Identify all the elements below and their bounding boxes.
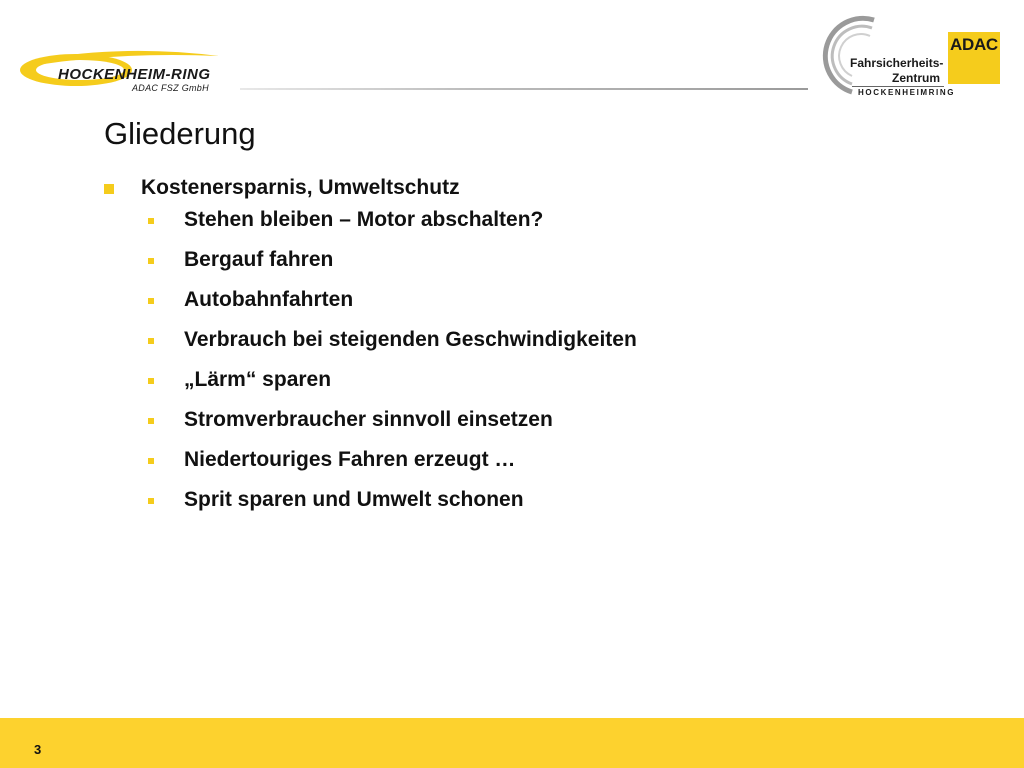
footer-bar (0, 718, 1024, 768)
sub-point-text: „Lärm“ sparen (184, 368, 332, 391)
sub-point-text: Niedertouriges Fahren erzeugt … (184, 448, 516, 471)
small-square-bullet-icon (148, 298, 154, 304)
sub-point-text: Sprit sparen und Umwelt schonen (184, 488, 524, 511)
small-square-bullet-icon (148, 418, 154, 424)
list-item (104, 406, 984, 446)
fsz-title-line1: Fahrsicherheits- (850, 56, 944, 70)
logo-name: HOCKENHEIM-RING (58, 66, 211, 83)
slide-title: Gliederung (104, 116, 256, 151)
sub-point-text: Stehen bleiben – Motor abschalten? (184, 208, 544, 231)
sub-point-text: Stromverbraucher sinnvoll einsetzen (184, 408, 553, 431)
small-square-bullet-icon (148, 218, 154, 224)
logo-subtitle: ADAC FSZ GmbH (132, 83, 209, 93)
adac-badge-text: ADAC (950, 35, 998, 54)
sub-point-text: Verbrauch bei steigenden Geschwindigkeiten (184, 328, 637, 351)
small-square-bullet-icon (148, 498, 154, 504)
list-item (104, 206, 984, 246)
list-item (104, 446, 984, 486)
sub-point-text: Autobahnfahrten (184, 288, 354, 311)
list-item (104, 486, 984, 526)
main-point-text: Kostenersparnis, Umweltschutz (141, 176, 460, 199)
hockenheim-ring-logo (14, 48, 224, 96)
sub-point-text: Bergauf fahren (184, 248, 334, 271)
slide-content (104, 172, 984, 526)
page-number: 3 (34, 742, 42, 757)
list-item (104, 366, 984, 406)
header-divider (240, 88, 808, 90)
small-square-bullet-icon (148, 378, 154, 384)
small-square-bullet-icon (148, 458, 154, 464)
fsz-divider (852, 86, 944, 87)
small-square-bullet-icon (148, 258, 154, 264)
small-square-bullet-icon (148, 338, 154, 344)
square-bullet-icon (104, 184, 114, 194)
adac-badge (948, 32, 1000, 84)
main-point (104, 172, 984, 206)
fsz-location: HOCKENHEIMRING (858, 88, 956, 97)
sub-point-list (104, 206, 984, 526)
list-item (104, 286, 984, 326)
fahrsicherheitszentrum-logo (812, 14, 1002, 100)
fsz-title-line2: Zentrum (892, 71, 940, 85)
list-item (104, 246, 984, 286)
list-item (104, 326, 984, 366)
